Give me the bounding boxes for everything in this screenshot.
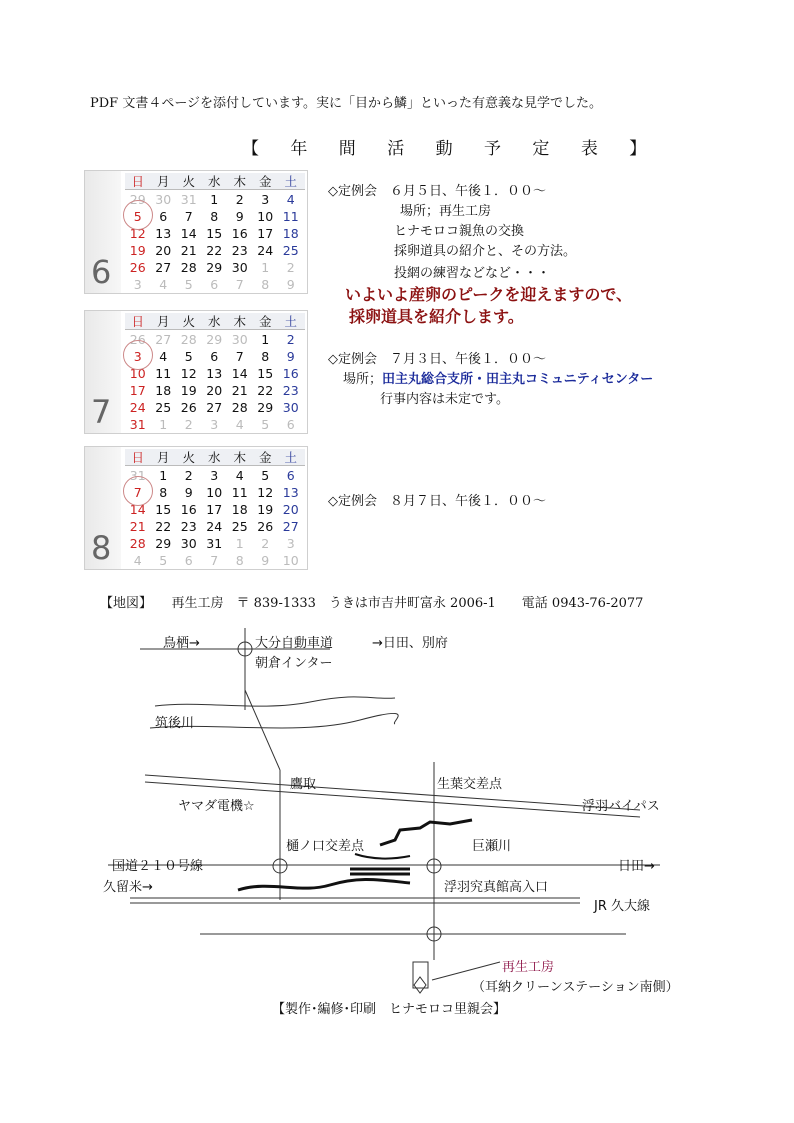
calendar-day: 13: [155, 226, 172, 241]
calendar-day: 5: [261, 468, 270, 483]
calendar-day: 10: [257, 209, 274, 224]
calendar-day: 3: [133, 277, 142, 292]
calendar-day: 21: [129, 519, 146, 534]
weekday-label: 日: [131, 450, 144, 465]
weekday-label: 土: [284, 174, 297, 189]
weekday-label: 金: [258, 174, 272, 189]
calendar-day: 25: [155, 400, 172, 415]
calendar-day: 22: [206, 243, 223, 258]
calendar-day: 8: [261, 349, 270, 364]
june-item: 投網の練習などなど・・・: [394, 266, 551, 281]
calendar-day: 17: [257, 226, 274, 241]
label-chikugo-river: 筑後川: [155, 716, 195, 731]
calendar-day: 30: [180, 536, 197, 551]
label-route210: 国道２１０号線: [112, 859, 204, 874]
calendar-day: 3: [133, 349, 142, 364]
calendar-day: 27: [206, 400, 223, 415]
calendar-day: 28: [180, 260, 197, 275]
weekday-label: 木: [233, 450, 246, 465]
calendar-day: 2: [286, 332, 295, 347]
calendar-day: 18: [155, 383, 172, 398]
calendar-day: 16: [231, 226, 248, 241]
calendar-day: 29: [206, 260, 223, 275]
label-hinokuchi: 樋ノ口交差点: [286, 839, 365, 854]
calendar-day: 14: [129, 502, 146, 517]
calendar-day: 31: [129, 417, 146, 432]
kose-river-line: [238, 879, 410, 890]
calendar-day: 23: [231, 243, 248, 258]
label-hita-beppu: →日田、別府: [372, 636, 448, 651]
june-place: 場所；再生工房: [400, 204, 492, 219]
calendar-day: 27: [155, 260, 172, 275]
intro-text: PDF 文書４ページを添付しています。実に「目から鱗」といった有意義な見学でした。: [90, 96, 603, 111]
calendar-day: 23: [282, 383, 299, 398]
footer-credit: 【製作･編修･印刷 ヒナモロコ里親会】: [272, 1002, 507, 1017]
calendar-day: 22: [257, 383, 274, 398]
calendar-day: 2: [184, 417, 193, 432]
label-jr-line: JR 久大線: [594, 899, 650, 914]
calendar-day: 24: [129, 400, 146, 415]
weekday-label: 火: [182, 174, 195, 189]
weekday-label: 日: [131, 314, 144, 329]
calendar-day: 31: [206, 536, 223, 551]
calendar-day: 25: [231, 519, 248, 534]
june-highlight: 採卵道具を紹介します。: [349, 307, 524, 326]
calendar-day: 14: [231, 366, 248, 381]
calendar-day: 11: [282, 209, 299, 224]
calendar-day: 2: [235, 192, 244, 207]
calendar-day: 6: [184, 553, 193, 568]
calendar-day: 23: [180, 519, 197, 534]
calendar-day: 15: [257, 366, 274, 381]
calendar-day: 26: [129, 260, 146, 275]
weekday-label: 水: [207, 450, 221, 465]
july-place-label: 場所；: [343, 372, 383, 387]
weekday-label: 月: [156, 314, 170, 329]
calendar-day: 31: [129, 468, 146, 483]
weekday-label: 月: [156, 450, 170, 465]
weekday-label: 土: [284, 450, 297, 465]
july-note: 行事内容は未定です。: [380, 392, 509, 407]
calendar-day: 10: [129, 366, 146, 381]
bridge-mark: [355, 854, 410, 859]
calendar-day: 7: [184, 209, 193, 224]
calendar-day: 3: [210, 468, 219, 483]
calendar-day: 31: [180, 192, 197, 207]
august-meeting: ◇定例会 ８月７日、午後１．００～: [328, 494, 546, 509]
calendar-day: 13: [206, 366, 223, 381]
calendar-day: 26: [129, 332, 146, 347]
calendar-day: 20: [206, 383, 223, 398]
calendar-day: 6: [210, 349, 219, 364]
calendar-day: 28: [129, 536, 146, 551]
weekday-label: 月: [156, 174, 170, 189]
calendar-day: 18: [231, 502, 248, 517]
calendar-day: 3: [261, 192, 270, 207]
calendar-day: 7: [133, 485, 142, 500]
calendar-day: 4: [133, 553, 142, 568]
calendar-day: 6: [286, 468, 295, 483]
calendar-day: 15: [155, 502, 172, 517]
calendar-day: 26: [180, 400, 197, 415]
weekday-label: 木: [233, 174, 246, 189]
calendar-day: 5: [133, 209, 142, 224]
calendar-day: 28: [231, 400, 248, 415]
calendar-day: 19: [180, 383, 197, 398]
label-kose-river: 巨瀬川: [472, 839, 512, 854]
calendar-month-number: 6: [91, 253, 112, 291]
calendar-day: 25: [282, 243, 299, 258]
calendar-day: 4: [159, 349, 168, 364]
chikugo-river-line: [155, 697, 395, 706]
calendar-day: 5: [184, 349, 193, 364]
calendar-day: 2: [184, 468, 193, 483]
calendar-day: 18: [282, 226, 299, 241]
calendar-day: 30: [282, 400, 299, 415]
calendar-day: 5: [261, 417, 270, 432]
calendar-day: 3: [210, 417, 219, 432]
calendar-day: 16: [282, 366, 299, 381]
calendar-day: 13: [282, 485, 299, 500]
saisei-marker: [414, 977, 426, 993]
kose-river-line: [380, 820, 472, 845]
weekday-label: 火: [182, 314, 195, 329]
label-saisei-note: （耳納クリーンステーション南側）: [472, 980, 679, 995]
calendar-day: 4: [235, 468, 244, 483]
weekday-label: 水: [207, 314, 221, 329]
calendar-day: 30: [231, 332, 248, 347]
calendar-day: 27: [282, 519, 299, 534]
calendar-day: 22: [155, 519, 172, 534]
weekday-label: 金: [258, 450, 272, 465]
calendar-day: 5: [159, 553, 168, 568]
label-hita: 日田→: [618, 859, 655, 874]
calendar-day: 2: [286, 260, 295, 275]
calendar-day: 4: [235, 417, 244, 432]
calendar-day: 19: [257, 502, 274, 517]
july-meeting: ◇定例会 ７月３日、午後１．００～: [328, 352, 546, 367]
calendar-day: 1: [159, 468, 168, 483]
weekday-label: 木: [233, 314, 246, 329]
weekday-label: 金: [258, 314, 272, 329]
label-yamada: ヤマダ電機☆: [178, 799, 255, 814]
calendar-day: 6: [159, 209, 168, 224]
label-saisei-koubou: 再生工房: [502, 960, 555, 975]
weekday-label: 火: [182, 450, 195, 465]
calendar-day: 5: [184, 277, 193, 292]
calendar-day: 2: [261, 536, 270, 551]
calendar-day: 27: [155, 332, 172, 347]
label-ikuha-intersection: 生葉交差点: [437, 777, 503, 792]
calendar-day: 12: [257, 485, 274, 500]
calendar-day: 29: [206, 332, 223, 347]
calendar-day: 17: [206, 502, 223, 517]
calendar-day: 30: [155, 192, 172, 207]
calendar-day: 14: [180, 226, 197, 241]
calendar-day: 16: [180, 502, 197, 517]
calendar-day: 21: [180, 243, 197, 258]
calendar-day: 1: [261, 260, 270, 275]
calendar-day: 6: [210, 277, 219, 292]
calendar-day: 29: [129, 192, 146, 207]
june-item: 採卵道具の紹介と、その方法。: [394, 244, 577, 259]
calendar-day: 20: [282, 502, 299, 517]
calendar-day: 20: [155, 243, 172, 258]
calendar-day: 9: [261, 553, 270, 568]
label-ukiha-bypass: 浮羽バイパス: [582, 799, 660, 814]
weekday-label: 水: [207, 174, 221, 189]
calendar-day: 1: [235, 536, 244, 551]
calendar-day: 8: [235, 553, 244, 568]
weekday-label: 土: [284, 314, 297, 329]
calendar-day: 15: [206, 226, 223, 241]
calendar-day: 9: [286, 349, 295, 364]
calendar-day: 9: [286, 277, 295, 292]
calendar-day: 11: [231, 485, 248, 500]
june-item: ヒナモロコ親魚の交換: [394, 224, 525, 239]
calendar-day: 10: [282, 553, 299, 568]
calendar-day: 1: [261, 332, 270, 347]
calendar-day: 7: [235, 349, 244, 364]
calendar-day: 19: [129, 243, 146, 258]
july-place: 田主丸総合支所・田主丸コミュニティセンター: [382, 372, 654, 387]
calendar-day: 8: [261, 277, 270, 292]
calendar-day: 24: [257, 243, 274, 258]
calendar-day: 1: [159, 417, 168, 432]
june-highlight: いよいよ産卵のピークを迎えますので、: [345, 285, 633, 304]
map-header: 【地図】 再生工房 〒 839-1333 うきは市吉井町富永 2006-1 電話 0943-76-2077: [100, 596, 644, 611]
calendar-day: 6: [286, 417, 295, 432]
page-title: 【 年 間 活 動 予 定 表 】: [242, 139, 660, 159]
calendar-day: 28: [180, 332, 197, 347]
calendar-day: 29: [155, 536, 172, 551]
calendar-day: 10: [206, 485, 223, 500]
calendar-day: 12: [180, 366, 197, 381]
label-ukiha-school: 浮羽究真館高入口: [444, 880, 549, 895]
calendar-day: 30: [231, 260, 248, 275]
label-tosu: 鳥栖→: [163, 636, 200, 651]
calendar-day: 11: [155, 366, 172, 381]
label-takatori: 鷹取: [290, 777, 317, 792]
calendar-day: 3: [286, 536, 295, 551]
calendar-day: 29: [257, 400, 274, 415]
road-segment: [245, 690, 280, 770]
calendar-day: 26: [257, 519, 274, 534]
calendar-day: 24: [206, 519, 223, 534]
label-asakura-ic: 朝倉インター: [255, 656, 333, 671]
calendar-month-number: 7: [91, 393, 112, 431]
calendar-day: 1: [210, 192, 219, 207]
weekday-label: 日: [131, 174, 144, 189]
calendar-day: 17: [129, 383, 146, 398]
june-meeting: ◇定例会 ６月５日、午後１．００～: [328, 184, 546, 199]
calendar-day: 4: [159, 277, 168, 292]
calendar-day: 7: [235, 277, 244, 292]
calendar-day: 9: [235, 209, 244, 224]
calendar-day: 12: [129, 226, 146, 241]
calendar-day: 7: [210, 553, 219, 568]
calendar-day: 4: [286, 192, 295, 207]
calendar-day: 21: [231, 383, 248, 398]
calendar-day: 9: [184, 485, 193, 500]
calendar-month-number: 8: [91, 529, 112, 567]
label-oita-expressway: 大分自動車道: [255, 636, 334, 651]
calendar-day: 8: [159, 485, 168, 500]
label-kurume: 久留米→: [103, 880, 153, 895]
calendar-day: 8: [210, 209, 219, 224]
